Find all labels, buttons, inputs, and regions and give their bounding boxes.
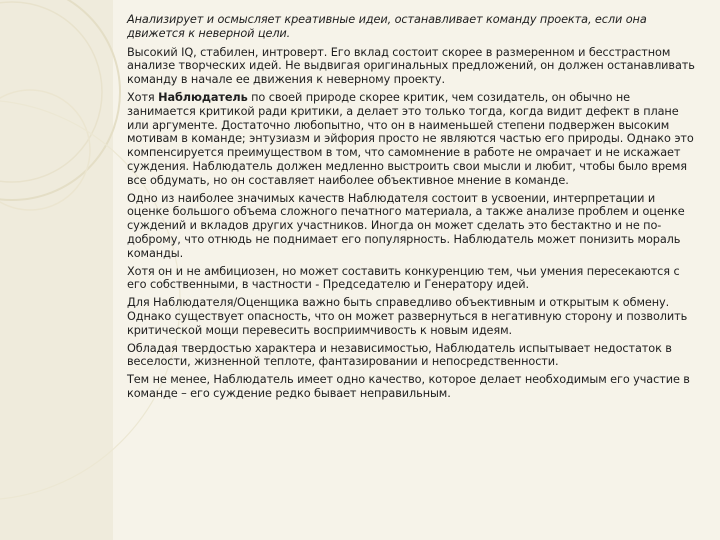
- paragraph-3: Одно из наиболее значимых качеств Наблюдателя состоит в усвоении, интерпретации и оценке большого объема сложного печатного материала, а также анализе проблем и оценке суждений и вкладов других участников. Иногда он может сделать это бестактно и не по-доброму, что отнюдь не поднимает его популярность. Наблюдатель может понизить мораль команды.: [127, 191, 685, 260]
- intro-paragraph: Анализирует и осмысляет креативные идеи, останавливает команду проекта, если она движется к неверной цели.: [127, 13, 647, 40]
- paragraph-2: [127, 91, 699, 188]
- paragraph-5: Для Наблюдателя/Оценщика важно быть справедливо объективным и открытым к обмену. Однако существует опасность, что он может развернуться в негативную сторону и позволить критической мощи перевесить восприимчивость к новым идеям.: [127, 296, 688, 337]
- slide-text: [127, 13, 699, 405]
- ornament-ring-inner: [0, 90, 90, 210]
- paragraph-2-lead: Хотя: [127, 90, 159, 104]
- paragraph-7: Тем не менее, Наблюдатель имеет одно качество, которое делает необходимым его участие в команде – его суждение редко бывает неправильным.: [127, 373, 690, 400]
- paragraph-6: Обладая твердостью характера и независимостью, Наблюдатель испытывает недостаток в веселости, жизненной теплоте, фантазировании и непосредственности.: [127, 341, 672, 369]
- paragraph-1: Высокий IQ, стабилен, интроверт. Его вклад состоит скорее в размеренном и бесстрастном анализе творческих идей. Не выдвигая оригинальных предложений, он должен останавливать команду в начале ее движения к неверному проекту.: [127, 45, 695, 87]
- paragraph-4: Хотя он и не амбициозен, но может составить конкуренцию тем, чьи умения пересекаются с его собственными, в частности - Председателю и Генератору идей.: [127, 264, 680, 292]
- observer-term: Наблюдатель: [158, 90, 248, 104]
- paragraph-2-rest: по своей природе скорее критик, чем созидатель, он обычно не занимается критикой ради критики, а делает это только тогда, когда видит дефект в плане или аргументе. Достаточно любопытно, что он в наименьшей степени подвержен высоким мотивам в команде; энтузиазм и эйфория просто не являются частью его природы. Однако это компенсируется преимуществом в том, что самомнение в работе не омрачает и не искажает суждения. Наблюдатель должен медленно выстроить свои мысли и любит, чтобы было время все обдумать, но он составляет наиболее объективное мнение в команде.: [127, 90, 694, 187]
